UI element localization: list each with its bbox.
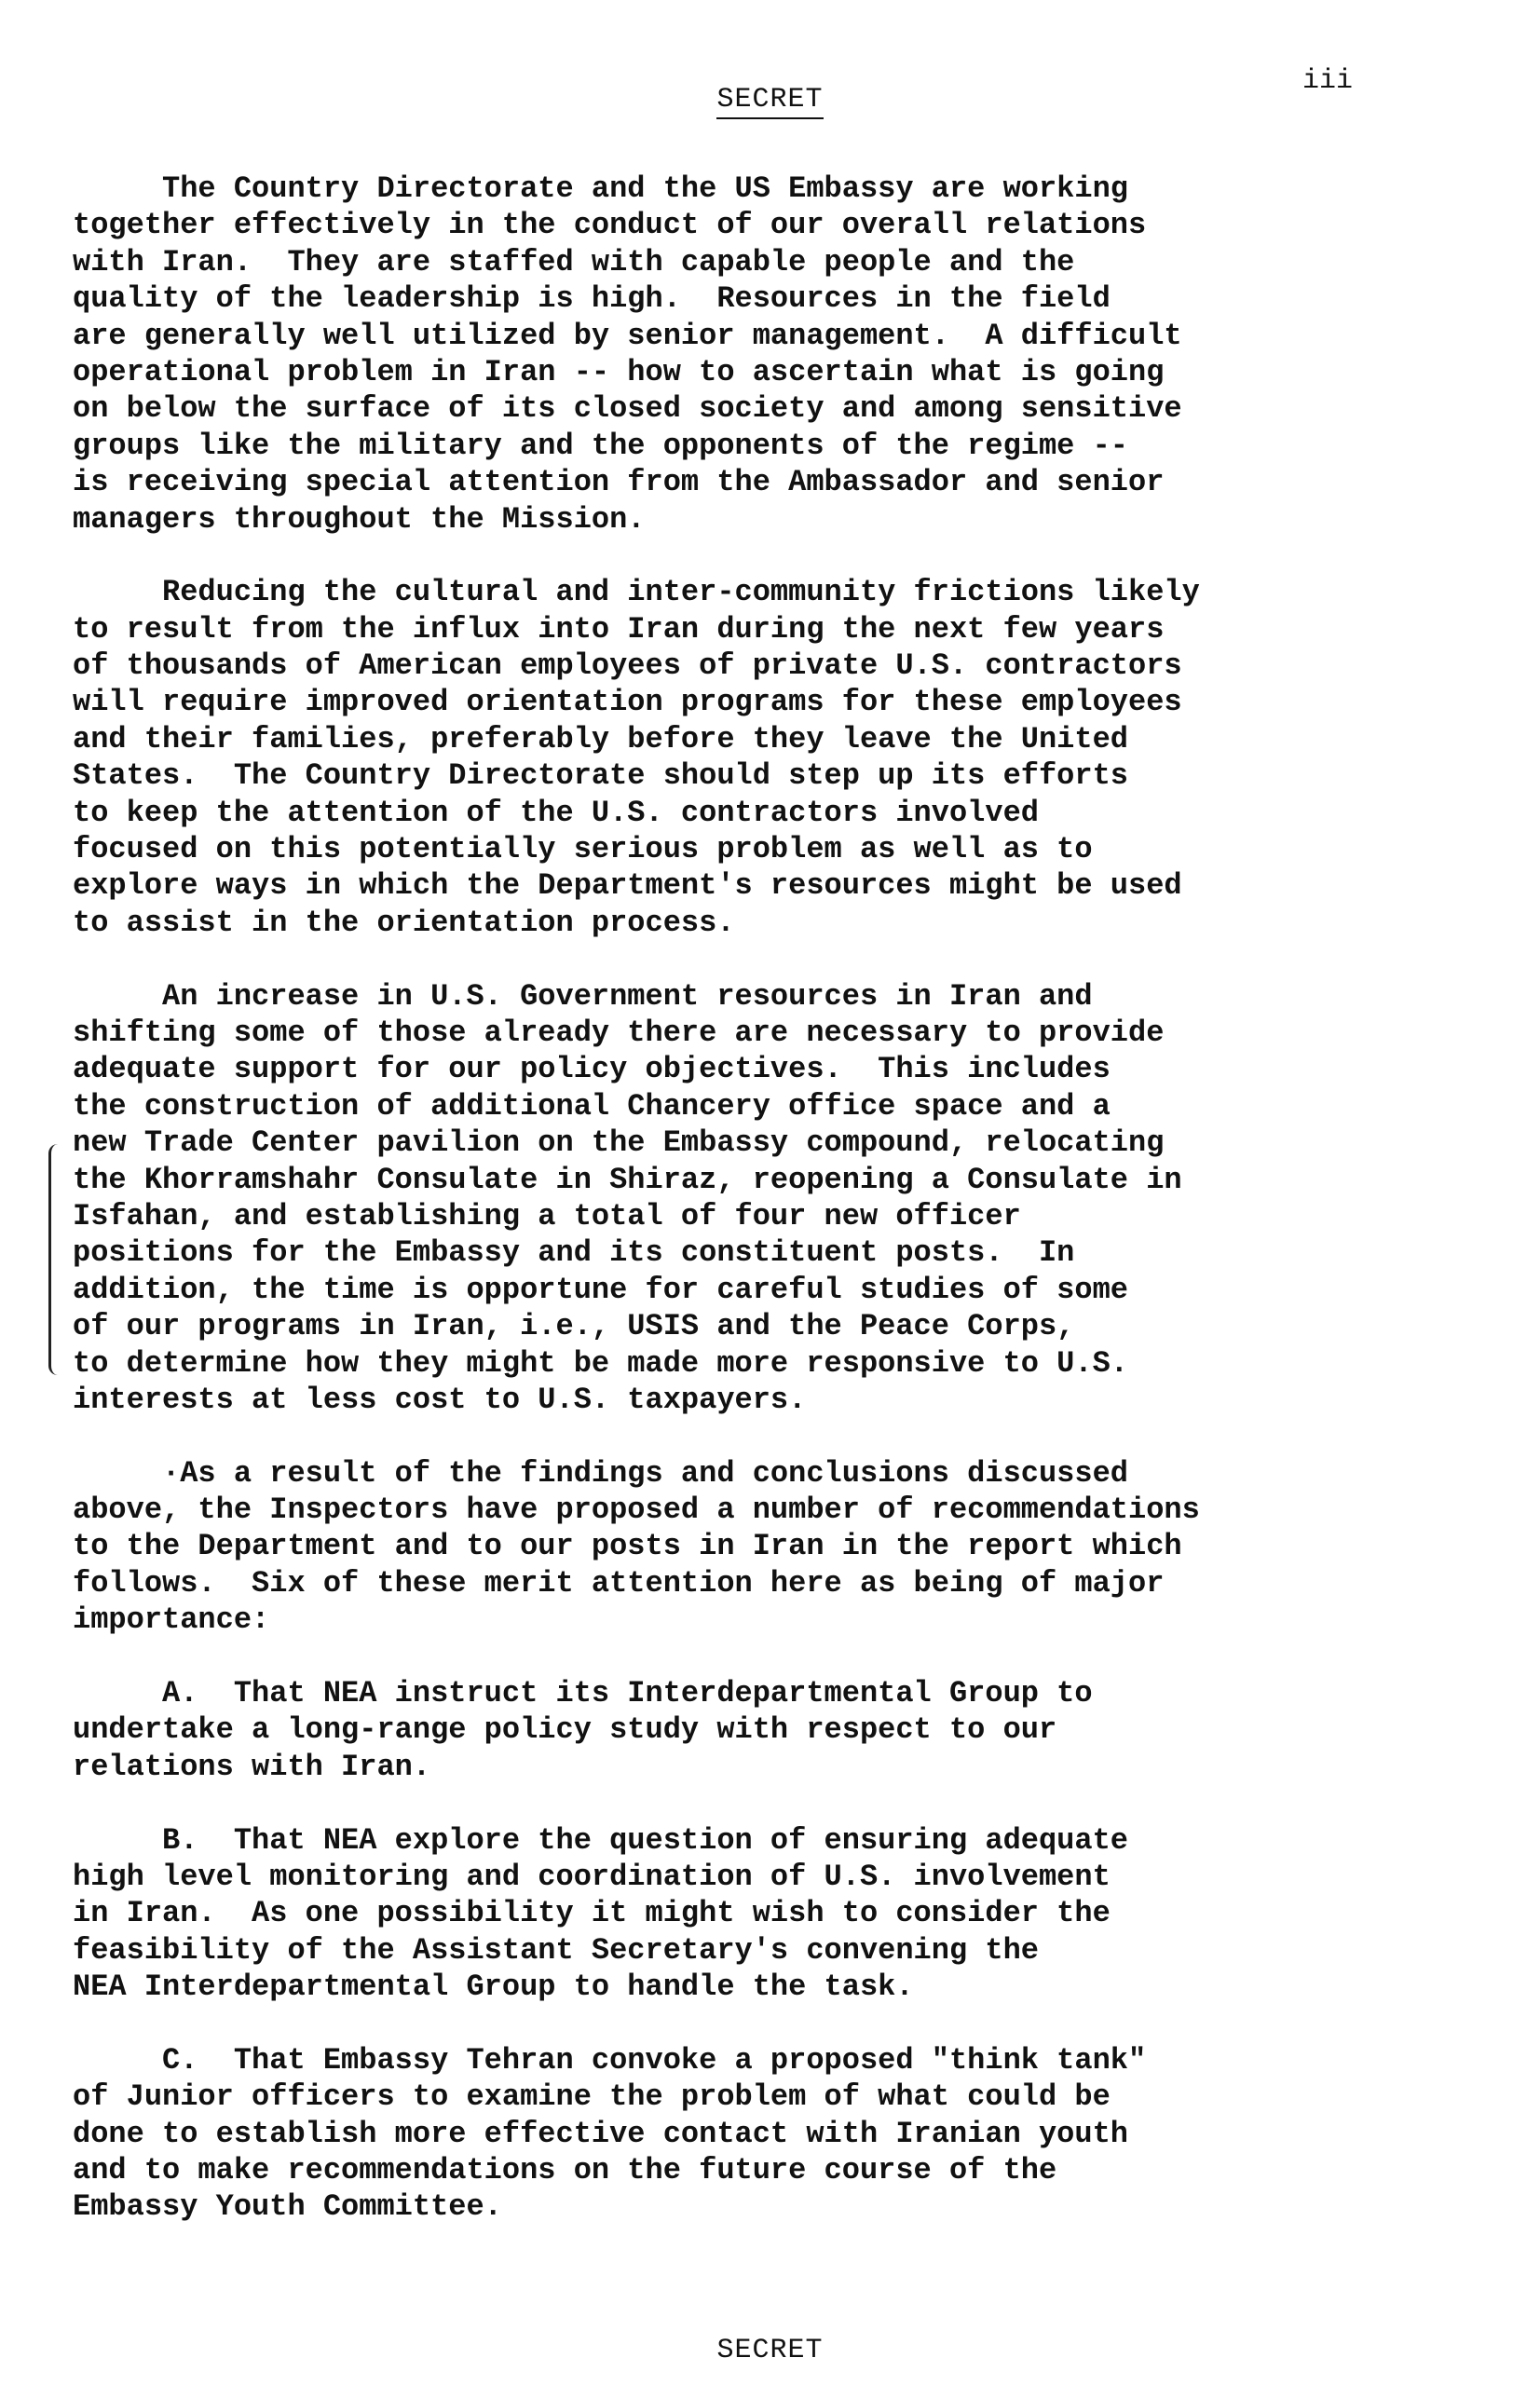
- text-line: to the Department and to our posts in Iran in the report which: [73, 1529, 1182, 1564]
- text-line: addition, the time is opportune for careful studies of some: [73, 1272, 1128, 1307]
- text-line: Embassy Youth Committee.: [73, 2189, 502, 2225]
- paragraph: [73, 978, 1489, 1419]
- document-body: [73, 170, 1489, 2262]
- text-line: ·As a result of the findings and conclusions discussed: [73, 1455, 1128, 1491]
- text-line: explore ways in which the Department's resources might be used: [73, 868, 1182, 904]
- text-line: importance:: [73, 1602, 270, 1638]
- text-line: is receiving special attention from the Ambassador and senior: [73, 465, 1165, 500]
- paragraph: [73, 170, 1489, 538]
- text-line: States. The Country Directorate should step up its efforts: [73, 758, 1128, 794]
- text-line: focused on this potentially serious problem as well as to: [73, 832, 1093, 867]
- text-line: undertake a long-range policy study with respect to our: [73, 1712, 1057, 1748]
- paragraph: [73, 1455, 1489, 1639]
- text-line: are generally well utilized by senior management. A difficult: [73, 318, 1182, 353]
- text-line: feasibility of the Assistant Secretary's convening the: [73, 1932, 1039, 1968]
- text-line: interests at less cost to U.S. taxpayers.: [73, 1382, 807, 1417]
- text-line: to keep the attention of the U.S. contractors involved: [73, 795, 1039, 830]
- text-line: B. That NEA explore the question of ensuring adequate: [73, 1822, 1128, 1858]
- text-line: NEA Interdepartmental Group to handle the task.: [73, 1969, 914, 2005]
- text-line: of Junior officers to examine the problem of what could be: [73, 2079, 1111, 2115]
- text-line: shifting some of those already there are necessary to provide: [73, 1015, 1165, 1050]
- text-line: will require improved orientation programs for these employees: [73, 685, 1182, 720]
- text-line: the construction of additional Chancery office space and a: [73, 1088, 1111, 1124]
- text-line: relations with Iran.: [73, 1749, 431, 1784]
- text-line: A. That NEA instruct its Interdepartmental Group to: [73, 1676, 1093, 1711]
- text-line: quality of the leadership is high. Resources in the field: [73, 281, 1111, 317]
- text-line: and to make recommendations on the future course of the: [73, 2153, 1057, 2188]
- text-line: groups like the military and the opponents of the regime --: [73, 428, 1128, 463]
- text-line: high level monitoring and coordination of U.S. involvement: [73, 1859, 1111, 1894]
- text-line: positions for the Embassy and its constituent posts. In: [73, 1235, 1075, 1271]
- text-line: C. That Embassy Tehran convoke a proposed "think tank": [73, 2042, 1147, 2078]
- classification-footer: SECRET: [716, 2335, 824, 2366]
- paragraph: [73, 2042, 1489, 2226]
- text-line: and their families, preferably before they leave the United: [73, 721, 1128, 756]
- text-line: done to establish more effective contact with Iranian youth: [73, 2116, 1128, 2151]
- text-line: Reducing the cultural and inter-community frictions likely: [73, 575, 1200, 610]
- text-line: to result from the influx into Iran during the next few years: [73, 611, 1165, 647]
- text-line: follows. Six of these merit attention here as being of major: [73, 1565, 1165, 1601]
- text-line: the Khorramshahr Consulate in Shiraz, reopening a Consulate in: [73, 1162, 1182, 1197]
- paragraph: [73, 1822, 1489, 2006]
- paragraph: [73, 1675, 1489, 1785]
- text-line: on below the surface of its closed society and among sensitive: [73, 391, 1182, 427]
- classification-header-text: SECRET: [716, 84, 823, 119]
- text-line: of our programs in Iran, i.e., USIS and the Peace Corps,: [73, 1309, 1075, 1344]
- text-line: above, the Inspectors have proposed a number of recommendations: [73, 1492, 1200, 1528]
- text-line: to assist in the orientation process.: [73, 905, 735, 940]
- text-line: new Trade Center pavilion on the Embassy compound, relocating: [73, 1125, 1165, 1161]
- text-line: of thousands of American employees of private U.S. contractors: [73, 648, 1182, 684]
- text-line: with Iran. They are staffed with capable people and the: [73, 244, 1075, 279]
- text-line: The Country Directorate and the US Embassy are working: [73, 171, 1128, 206]
- margin-bracket-mark: [48, 1144, 64, 1375]
- text-line: adequate support for our policy objectives. This includes: [73, 1052, 1111, 1087]
- text-line: Isfahan, and establishing a total of four new officer: [73, 1198, 1021, 1233]
- page-number: iii: [1302, 65, 1354, 97]
- text-line: together effectively in the conduct of our overall relations: [73, 208, 1147, 243]
- text-line: operational problem in Iran -- how to ascertain what is going: [73, 354, 1165, 389]
- text-line: An increase in U.S. Government resources in Iran and: [73, 978, 1093, 1014]
- paragraph: [73, 574, 1489, 941]
- text-line: in Iran. As one possibility it might wish to consider the: [73, 1896, 1111, 1931]
- text-line: to determine how they might be made more responsive to U.S.: [73, 1345, 1128, 1381]
- text-line: managers throughout the Mission.: [73, 501, 646, 537]
